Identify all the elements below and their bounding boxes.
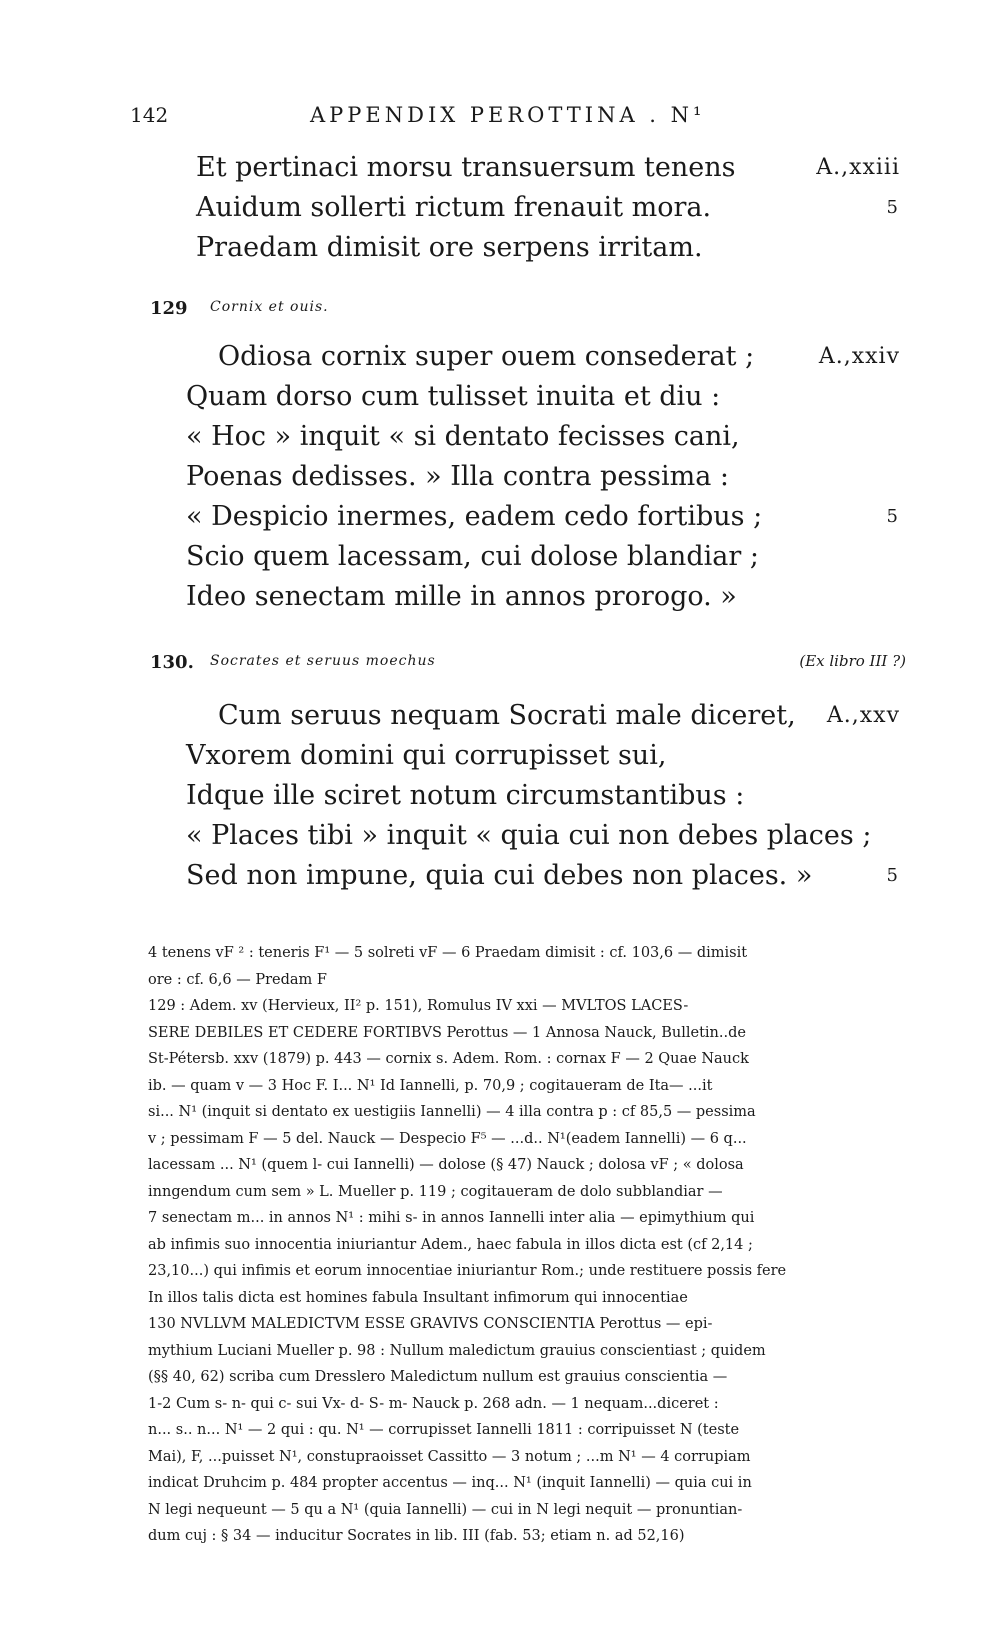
verse-line: « Hoc » inquit « si dentato fecisses cani, <box>186 421 740 452</box>
apparatus-line: lacessam ... N¹ (quem l- cui Iannelli) — dolose (§ 47) Nauck ; dolosa vF ; « dolosa <box>148 1157 744 1173</box>
source-reference: A.,xxiii <box>816 155 900 180</box>
apparatus-line: (§§ 40, 62) scriba cum Dresslero Maledictum nullum est grauius conscientia — <box>148 1369 728 1385</box>
fable-number: 130. <box>150 652 194 673</box>
apparatus-line: 4 tenens vF ² : teneris F¹ — 5 solreti vF — 6 Praedam dimisit : cf. 103,6 — dimisit <box>148 945 748 961</box>
fable-129-verses <box>150 337 910 617</box>
verse-line: Auidum sollerti rictum frenauit mora. 5 <box>150 188 910 228</box>
verse-line: Scio quem lacessam, cui dolose blandiar ; <box>186 541 759 572</box>
verse-line: Ideo senectam mille in annos prorogo. » <box>186 581 737 612</box>
running-head <box>130 103 910 133</box>
line-number: 5 <box>886 865 898 886</box>
source-reference: A.,xxiv <box>818 344 900 369</box>
apparatus-line: ore : cf. 6,6 — Predam F <box>148 971 327 988</box>
verse-line: Vxorem domini qui corrupisset sui, <box>186 740 667 771</box>
line-number: 5 <box>886 197 898 218</box>
verse-line: Quam dorso cum tulisset inuita et diu : <box>186 381 721 412</box>
apparatus-line: indicat Druhcim p. 484 propter accentus — inq... N¹ (inquit Iannelli) — quia cui in <box>148 1475 752 1491</box>
fable-128-verses <box>150 148 910 268</box>
fable-title: Cornix et ouis. <box>210 299 329 315</box>
apparatus-line: dum cuj : § 34 — inducitur Socrates in lib. III (fab. 53; etiam n. ad 52,16) <box>148 1528 685 1544</box>
verse-line: Poenas dedisses. » Illa contra pessima : <box>186 461 730 492</box>
verse-line: « Despicio inermes, eadem cedo fortibus ; 5 <box>150 497 910 537</box>
verse-line: Idque ille sciret notum circumstantibus : <box>186 780 745 811</box>
fable-129-heading <box>150 298 906 322</box>
fable-number: 129 <box>150 298 188 319</box>
apparatus-line: 129 : Adem. xv (Hervieux, II² p. 151), Romulus IV xxi — MVLTOS LACES- <box>148 998 689 1014</box>
fable-source: (Ex libro III ?) <box>799 652 906 670</box>
apparatus-line: 130 NVLLVM MALEDICTVM ESSE GRAVIVS CONSCIENTIA Perottus — epi- <box>148 1316 713 1332</box>
page-number: 142 <box>130 103 169 127</box>
apparatus-line: mythium Luciani Mueller p. 98 : Nullum maledictum grauius conscientiast ; quidem <box>148 1342 766 1359</box>
critical-apparatus <box>148 940 908 1550</box>
source-reference: A.,xxv <box>826 703 900 728</box>
verse-line: Praedam dimisit ore serpens irritam. <box>196 232 703 263</box>
apparatus-line: si... N¹ (inquit si dentato ex uestigiis Iannelli) — 4 illa contra p : cf 85,5 — pessima <box>148 1104 756 1120</box>
apparatus-line: Mai), F, ...puisset N¹, constupraoisset Cassitto — 3 notum ; ...m N¹ — 4 corrupiam <box>148 1448 751 1465</box>
apparatus-line: ab infimis suo innocentia iniuriantur Adem., haec fabula in illos dicta est (cf 2,14 ; <box>148 1236 753 1253</box>
verse-line: Cum seruus nequam Socrati male diceret, A.,xxv <box>150 696 910 736</box>
apparatus-line: St-Pétersb. xxv (1879) p. 443 — cornix s. Adem. Rom. : cornax F — 2 Quae Nauck <box>148 1051 749 1067</box>
line-number: 5 <box>886 506 898 527</box>
fable-130-heading <box>150 652 906 676</box>
verse-line: « Places tibi » inquit « quia cui non debes places ; <box>186 820 872 851</box>
apparatus-line: SERE DEBILES ET CEDERE FORTIBVS Perottus — 1 Annosa Nauck, Bulletin..de <box>148 1024 746 1041</box>
apparatus-line: inngendum cum sem » L. Mueller p. 119 ; cogitaueram de dolo subblandiar — <box>148 1183 723 1200</box>
apparatus-line: 23,10...) qui infimis et eorum innocentiae iniuriantur Rom.; unde restituere possis fere <box>148 1263 787 1279</box>
running-title: APPENDIX PEROTTINA . N¹ <box>310 103 706 127</box>
fable-title: Socrates et seruus moechus <box>210 653 436 669</box>
verse-line: Et pertinaci morsu transuersum tenens A.,xxiii <box>150 148 910 188</box>
apparatus-line: 1-2 Cum s- n- qui c- sui Vx- d- S- m- Nauck p. 268 adn. — 1 nequam...diceret : <box>148 1395 719 1412</box>
apparatus-line: v ; pessimam F — 5 del. Nauck — Despecio F⁵ — ...d.. N¹(eadem Iannelli) — 6 q... <box>148 1130 747 1147</box>
fable-130-verses <box>150 696 910 896</box>
verse-line: Sed non impune, quia cui debes non places. » 5 <box>150 856 910 896</box>
apparatus-line: In illos talis dicta est homines fabula Insultant infimorum qui innocentiae <box>148 1289 688 1306</box>
apparatus-line: N legi nequeunt — 5 qu a N¹ (quia Iannelli) — cui in N legi nequit — pronuntian- <box>148 1501 743 1518</box>
apparatus-line: n... s.. n... N¹ — 2 qui : qu. N¹ — corrupisset Iannelli 1811 : corripuisset N (teste <box>148 1422 740 1438</box>
verse-line: Odiosa cornix super ouem consederat ; A.,xxiv <box>150 337 910 377</box>
apparatus-line: 7 senectam m... in annos N¹ : mihi s- in annos Iannelli inter alia — epimythium qui <box>148 1210 755 1226</box>
apparatus-line: ib. — quam v — 3 Hoc F. I... N¹ Id Iannelli, p. 70,9 ; cogitaueram de Ita— ...it <box>148 1077 713 1094</box>
